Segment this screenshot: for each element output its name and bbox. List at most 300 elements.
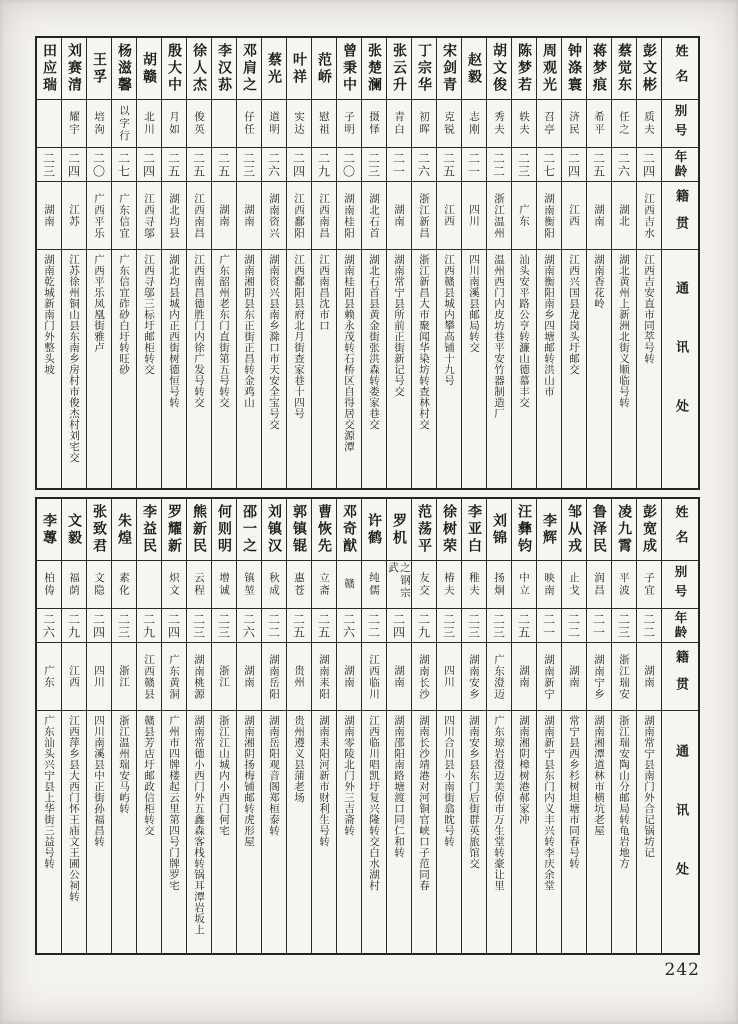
entry-age: 二一 <box>587 609 611 643</box>
entry-address: 湖南衡阳南乡四塘邮转洪山市 <box>543 254 555 397</box>
entry-alias: 济民 <box>562 100 586 148</box>
entry-alias: 文隐 <box>87 561 111 609</box>
entry-native-place: 广西平乐 <box>87 182 111 250</box>
entry-age: 二六 <box>412 148 436 182</box>
entry-alias: 映南 <box>537 561 561 609</box>
entry-column <box>636 499 661 953</box>
entry-alias: 福荫 <box>62 561 86 609</box>
entry-alias: 任之 <box>612 100 636 148</box>
entry-column <box>186 499 211 953</box>
entry-name: 张楚澜 <box>362 38 386 100</box>
header-address: 通讯处 <box>673 280 688 458</box>
entry-age: 二四 <box>637 148 661 182</box>
entry-name: 刘镇汉 <box>262 499 286 561</box>
entry-alias <box>37 100 61 148</box>
entry-name: 赵毅 <box>462 38 486 100</box>
entry-address: 湖南邵阳南路塘渡口同仁和转 <box>393 715 405 858</box>
entry-age: 二三 <box>212 609 236 643</box>
header-address: 通讯处 <box>673 743 688 921</box>
entry-age: 二六 <box>237 609 261 643</box>
entry-column <box>336 499 361 953</box>
entry-column <box>236 499 261 953</box>
entry-age: 二〇 <box>337 148 361 182</box>
entry-name: 鲁泽民 <box>587 499 611 561</box>
entry-native-place: 湖南岳阳 <box>262 643 286 711</box>
entry-age: 二九 <box>137 609 161 643</box>
entry-column <box>86 499 111 953</box>
entry-column <box>361 38 386 488</box>
entry-alias: 培洵 <box>87 100 111 148</box>
entry-address: 江西兴国县龙岗头圩邮交 <box>568 254 580 375</box>
entry-age: 二六 <box>262 148 286 182</box>
entry-native-place: 贵州 <box>287 643 311 711</box>
entry-name: 胡赣 <box>137 38 161 100</box>
entry-alias: 克锐 <box>437 100 461 148</box>
entry-name: 王孚 <box>87 38 111 100</box>
entry-alias <box>212 100 236 148</box>
entry-alias: 质夫 <box>637 100 661 148</box>
header-name: 姓名 <box>662 38 698 100</box>
entry-native-place: 江西南昌 <box>312 182 336 250</box>
entry-native-place: 江西临川 <box>362 643 386 711</box>
entry-native-place: 湖南 <box>237 182 261 250</box>
entry-address: 广西平乐凤凰街雅卢 <box>93 254 105 353</box>
entry-age: 二六 <box>37 609 61 643</box>
entry-column <box>536 499 561 953</box>
entry-native-place: 四川 <box>437 643 461 711</box>
entry-alias: 稚夫 <box>462 561 486 609</box>
entry-alias: 惠苍 <box>287 561 311 609</box>
entry-alias: 扬炯 <box>487 561 511 609</box>
entry-age: 二三 <box>487 609 511 643</box>
entry-age: 二四 <box>562 148 586 182</box>
entry-name: 邵一之 <box>237 499 261 561</box>
entry-address: 四川南溪县中正街孙福昌转 <box>93 715 105 847</box>
entry-column <box>37 38 61 488</box>
entry-column <box>311 499 336 953</box>
entry-native-place: 江西 <box>562 182 586 250</box>
entry-address: 常宁县西乡杉树坦塘市同春号转 <box>568 715 580 869</box>
entry-age: 二三 <box>512 148 536 182</box>
entry-alias: 润昌 <box>587 561 611 609</box>
entry-address: 湖南香花岭 <box>593 254 605 309</box>
entry-address: 四川合川县小南街翕眈号转 <box>443 715 455 847</box>
entry-native-place: 广东澄迈 <box>487 643 511 711</box>
entry-native-place: 浙江 <box>212 643 236 711</box>
entry-native-place: 湖南 <box>562 643 586 711</box>
entry-native-place: 江苏 <box>62 182 86 250</box>
header-alias: 别号 <box>662 100 698 148</box>
entry-name: 曾秉中 <box>337 38 361 100</box>
entry-column <box>611 499 636 953</box>
entry-column <box>336 38 361 488</box>
entry-name: 刘赛清 <box>62 38 86 100</box>
directory-table-top <box>35 36 700 490</box>
entry-alias: 北川 <box>137 100 161 148</box>
entry-column <box>111 38 136 488</box>
entry-alias: 志刚 <box>462 100 486 148</box>
entry-name: 范荡平 <box>412 499 436 561</box>
entry-age: 二四 <box>387 609 411 643</box>
entry-age: 二三 <box>362 148 386 182</box>
entry-column <box>611 38 636 488</box>
entry-age: 二一 <box>387 148 411 182</box>
entry-native-place: 江西南昌 <box>187 182 211 250</box>
entry-address: 贵州遵义县蒲老场 <box>293 715 305 803</box>
entry-age: 二四 <box>162 609 186 643</box>
entry-column <box>61 499 86 953</box>
entry-address: 湖北石首县黄金街张洪森转娄家巷交 <box>368 254 380 430</box>
header-age: 年龄 <box>662 148 698 182</box>
entry-column <box>161 499 186 953</box>
entry-native-place: 湖北石首 <box>362 182 386 250</box>
entry-age: 二三 <box>187 609 211 643</box>
entry-address: 湖南岳阳观音阁郑桓泰转 <box>268 715 280 836</box>
entry-column <box>361 499 386 953</box>
entry-native-place: 湖南桂阳 <box>337 182 361 250</box>
entry-address: 四川南溪县邮局转交 <box>468 254 480 353</box>
entry-alias: 秋成 <box>262 561 286 609</box>
entry-name: 邓奇猷 <box>337 499 361 561</box>
page-number: 242 <box>664 960 700 980</box>
entry-age: 二四 <box>62 148 86 182</box>
entry-column <box>386 499 411 953</box>
entry-address: 湖南常德小西门外五鑫森客栈转锅耳潭岩坂上 <box>193 715 205 935</box>
entry-name: 殷大中 <box>162 38 186 100</box>
entry-column <box>486 38 511 488</box>
entry-alias: 止戈 <box>562 561 586 609</box>
entry-age: 二五 <box>587 148 611 182</box>
entry-age: 二五 <box>162 148 186 182</box>
entry-native-place: 湖南耒阳 <box>312 643 336 711</box>
entry-native-place: 湖南新宁 <box>537 643 561 711</box>
entry-name: 邹从戎 <box>562 499 586 561</box>
entry-native-place: 浙江 <box>112 643 136 711</box>
entry-name: 宋剑青 <box>437 38 461 100</box>
entry-age: 二三 <box>237 148 261 182</box>
entry-native-place: 湖南 <box>212 182 236 250</box>
entry-name: 朱煌 <box>112 499 136 561</box>
entry-address: 湖南湘潭道林市横坑老屋 <box>593 715 605 836</box>
entry-age: 二〇 <box>87 148 111 182</box>
entry-age: 二四 <box>87 609 111 643</box>
entry-alias: 增诚 <box>212 561 236 609</box>
entry-age: 二九 <box>62 609 86 643</box>
entry-alias: 俊英 <box>187 100 211 148</box>
entry-name: 彭文彬 <box>637 38 661 100</box>
entry-column <box>211 499 236 953</box>
entry-column <box>386 38 411 488</box>
entry-address: 江西吉安直市同萃号转 <box>643 254 655 364</box>
entry-age: 二二 <box>562 609 586 643</box>
entry-column <box>286 499 311 953</box>
entry-alias: 希平 <box>587 100 611 148</box>
entry-address: 江西南昌沈市口 <box>318 254 330 331</box>
entry-column <box>411 499 436 953</box>
entry-address: 江西赣县城内攀高铺十九号 <box>443 254 455 386</box>
entry-name: 蒋梦痕 <box>587 38 611 100</box>
entry-address: 温州西门内皮坊巷平安竹器制造厂 <box>493 254 505 419</box>
entry-age: 二一 <box>537 609 561 643</box>
entry-name: 陈梦若 <box>512 38 536 100</box>
entry-native-place: 湖南桃源 <box>187 643 211 711</box>
entry-alias: 摄怿 <box>362 100 386 148</box>
entry-name: 李蓴 <box>37 499 61 561</box>
entry-column <box>436 38 461 488</box>
entry-name: 刘锦 <box>487 499 511 561</box>
entry-address: 湖北均县城内正西街树德恒号转 <box>168 254 180 408</box>
entry-column <box>311 38 336 488</box>
entry-address: 湖南零陵北门外三吉斋转 <box>343 715 355 836</box>
entry-address: 江西南昌德胜门内徐广发号转交 <box>193 254 205 408</box>
entry-name: 蔡觉东 <box>612 38 636 100</box>
entry-native-place: 广东黄洞 <box>162 643 186 711</box>
entry-name: 田应瑞 <box>37 38 61 100</box>
entry-native-place: 广东 <box>512 182 536 250</box>
entry-name: 郭镇锟 <box>287 499 311 561</box>
entry-age: 二二 <box>487 148 511 182</box>
header-alias: 别号 <box>662 561 698 609</box>
entry-name: 汪彝钧 <box>512 499 536 561</box>
entry-alias: 之钢宗武 <box>387 561 411 609</box>
entry-age: 二五 <box>437 148 461 182</box>
entry-alias: 秀夫 <box>487 100 511 148</box>
entry-age: 二四 <box>287 148 311 182</box>
entry-address: 浙江瑞安陶山分邮局转龟岩地方 <box>618 715 630 869</box>
entry-name: 李亚白 <box>462 499 486 561</box>
table-header-column <box>661 499 698 953</box>
entry-native-place: 湖南 <box>387 182 411 250</box>
entry-native-place: 浙江瑞安 <box>612 643 636 711</box>
entry-address: 江西寻邬三标圩邮柜转交 <box>143 254 155 375</box>
entry-address: 湖南湘阴扬梅铺邮转虎形屋 <box>243 715 255 847</box>
entry-address: 浙江温州瑞安马屿转 <box>118 715 130 814</box>
entry-alias: 立斋 <box>312 561 336 609</box>
entry-address: 浙江新昌大市聚闻华染坊转查林村交 <box>418 254 430 430</box>
entry-alias: 耀宇 <box>62 100 86 148</box>
entry-alias: 云程 <box>187 561 211 609</box>
entry-native-place: 浙江新昌 <box>412 182 436 250</box>
entry-name: 何则明 <box>212 499 236 561</box>
entry-native-place: 湖南衡阳 <box>537 182 561 250</box>
entry-column <box>486 499 511 953</box>
entry-column <box>261 499 286 953</box>
entry-column <box>561 499 586 953</box>
entry-native-place: 江西赣县 <box>137 643 161 711</box>
entry-column <box>136 38 161 488</box>
entry-native-place: 江西吉水 <box>637 182 661 250</box>
entry-name: 熊新民 <box>187 499 211 561</box>
entry-column <box>561 38 586 488</box>
entry-address: 湖南新宁县东门内义丰兴转李庆余堂 <box>543 715 555 891</box>
entry-address: 湖南湘阴县东正街正昌转金鸡山 <box>243 254 255 408</box>
entry-age: 二四 <box>137 148 161 182</box>
entry-address: 湖南资兴县南乡滁口市天安全宝号交 <box>268 254 280 430</box>
entry-alias: 友交 <box>412 561 436 609</box>
entry-address: 湖南长沙靖港对河铜官峡口子范同春 <box>418 715 430 891</box>
entry-column <box>636 38 661 488</box>
header-native-place: 籍贯 <box>662 643 698 711</box>
entry-name: 杨滋馨 <box>112 38 136 100</box>
entry-age: 二二 <box>637 609 661 643</box>
entry-age: 二九 <box>412 609 436 643</box>
entry-native-place: 广东 <box>37 643 61 711</box>
entry-age: 二五 <box>187 148 211 182</box>
entry-address: 广东韶州老东门直街第五号转交 <box>218 254 230 408</box>
entry-column <box>186 38 211 488</box>
entry-native-place: 湖南安乡 <box>462 643 486 711</box>
entry-age: 二七 <box>112 148 136 182</box>
entry-alias: 镇堃 <box>237 561 261 609</box>
entry-native-place: 四川 <box>87 643 111 711</box>
entry-native-place: 江西 <box>62 643 86 711</box>
entry-age: 二三 <box>612 609 636 643</box>
entry-native-place: 四川 <box>462 182 486 250</box>
entry-name: 邓肩之 <box>237 38 261 100</box>
entry-alias: 柏俦 <box>37 561 61 609</box>
header-native-place: 籍贯 <box>662 182 698 250</box>
entry-alias: 赣 <box>337 561 361 609</box>
entry-address: 汕头安平路公亨转濂山德慕丰交 <box>518 254 530 408</box>
entry-column <box>511 499 536 953</box>
entry-address: 湖南常宁县南门外合记锅坊记 <box>643 715 655 858</box>
entry-native-place: 江西寻邬 <box>137 182 161 250</box>
entry-alias: 以字行 <box>112 100 136 148</box>
entry-age: 二六 <box>337 609 361 643</box>
entry-name: 范峤 <box>312 38 336 100</box>
entry-age: 二五 <box>212 148 236 182</box>
entry-age: 二五 <box>287 609 311 643</box>
header-name: 姓名 <box>662 499 698 561</box>
entry-address: 江苏徐州铜山县东南乡房村市俊杰村刘宅交 <box>68 254 80 463</box>
entry-address: 湖南乾城新南门外整头坡 <box>43 254 55 375</box>
entry-age: 二三 <box>437 609 461 643</box>
entry-name: 钟涤寰 <box>562 38 586 100</box>
entry-alias: 实达 <box>287 100 311 148</box>
entry-alias: 子明 <box>337 100 361 148</box>
entry-native-place: 湖南 <box>512 643 536 711</box>
entry-native-place: 江西鄱阳 <box>287 182 311 250</box>
entry-column <box>411 38 436 488</box>
entry-address: 湖南耒阳河新市财利生号转 <box>318 715 330 847</box>
entry-age: 二二 <box>262 609 286 643</box>
entry-name: 张致君 <box>87 499 111 561</box>
entry-column <box>161 38 186 488</box>
entry-age: 二五 <box>512 609 536 643</box>
entry-age: 二六 <box>612 148 636 182</box>
entry-name: 凌九霄 <box>612 499 636 561</box>
entry-alias: 平波 <box>612 561 636 609</box>
entry-alias: 纯儒 <box>362 561 386 609</box>
entry-native-place: 湖南 <box>387 643 411 711</box>
entry-column <box>236 38 261 488</box>
entry-native-place: 湖南 <box>637 643 661 711</box>
entry-column <box>61 38 86 488</box>
entry-alias: 初晖 <box>412 100 436 148</box>
entry-age: 二三 <box>462 609 486 643</box>
entry-name: 叶祥 <box>287 38 311 100</box>
directory-table-bottom <box>35 497 700 955</box>
entry-address: 湖北黄州上新洲北街义顺临号转 <box>618 254 630 408</box>
entry-age: 二二 <box>362 609 386 643</box>
entry-address: 广东琼岩澄迈美倬市万生堂转豪让里 <box>493 715 505 891</box>
entry-column <box>461 499 486 953</box>
entry-native-place: 湖南宁乡 <box>587 643 611 711</box>
entry-native-place: 湖北 <box>612 182 636 250</box>
entry-name: 胡文俊 <box>487 38 511 100</box>
entry-alias: 月如 <box>162 100 186 148</box>
entry-alias: 炽文 <box>162 561 186 609</box>
entry-age: 二三 <box>112 609 136 643</box>
entry-name: 李益民 <box>137 499 161 561</box>
entry-name: 徐树荣 <box>437 499 461 561</box>
entry-age: 二九 <box>312 148 336 182</box>
entry-name: 张云升 <box>387 38 411 100</box>
entry-column <box>286 38 311 488</box>
entry-address: 江西萍乡县大西门怀王庙文王圃公祠转 <box>68 715 80 902</box>
entry-column <box>211 38 236 488</box>
entry-address: 浙江江山城内小西门何宅 <box>218 715 230 836</box>
entry-name: 罗机 <box>387 499 411 561</box>
entry-address: 广东汕头兴宁县上华街三益号转 <box>43 715 55 869</box>
entry-name: 蔡光 <box>262 38 286 100</box>
entry-name: 文毅 <box>62 499 86 561</box>
entry-alias: 轶夫 <box>512 100 536 148</box>
entry-column <box>136 499 161 953</box>
entry-native-place: 湖北均县 <box>162 182 186 250</box>
entry-name: 徐人杰 <box>187 38 211 100</box>
entry-column <box>436 499 461 953</box>
entry-name: 许鹤 <box>362 499 386 561</box>
entry-column <box>511 38 536 488</box>
entry-column <box>86 38 111 488</box>
entry-address: 湖南安乡县东门后街群英旅馆交 <box>468 715 480 869</box>
entry-address: 江西临川唱凯圩复兴隆转交白水湖村 <box>368 715 380 891</box>
entry-age: 二三 <box>37 148 61 182</box>
entry-alias: 召亭 <box>537 100 561 148</box>
entry-native-place: 江西 <box>437 182 461 250</box>
entry-age: 二五 <box>312 609 336 643</box>
entry-alias: 慰祖 <box>312 100 336 148</box>
entry-address: 赣县芳店圩邮政信柜转交 <box>143 715 155 836</box>
entry-native-place: 湖南 <box>587 182 611 250</box>
entry-alias: 椿夫 <box>437 561 461 609</box>
entry-name: 罗耀新 <box>162 499 186 561</box>
entry-address: 江西鄱阳县府北月街查家巷十四号 <box>293 254 305 419</box>
entry-column <box>586 499 611 953</box>
header-age: 年龄 <box>662 609 698 643</box>
entry-column <box>536 38 561 488</box>
entry-alias: 素化 <box>112 561 136 609</box>
entry-name: 彭宽成 <box>637 499 661 561</box>
entry-alias: 中立 <box>512 561 536 609</box>
table-header-column <box>661 38 698 488</box>
entry-address: 广州市四牌楼起云里第四号门牌罗宅 <box>168 715 180 891</box>
entry-native-place: 湖南 <box>237 643 261 711</box>
entry-alias: 道明 <box>262 100 286 148</box>
entry-address: 湖南湘阴樟树港郝家冲 <box>518 715 530 825</box>
entry-name: 丁宗华 <box>412 38 436 100</box>
entry-native-place: 湖南 <box>337 643 361 711</box>
entry-address: 湖南桂阳县赖永茂转石桥区自得居交源潭 <box>343 254 355 452</box>
entry-age: 二一 <box>462 148 486 182</box>
entry-native-place: 广东信宜 <box>112 182 136 250</box>
entry-native-place: 湖南长沙 <box>412 643 436 711</box>
entry-name: 周观光 <box>537 38 561 100</box>
entry-age: 二七 <box>537 148 561 182</box>
entry-alias: 仔任 <box>237 100 261 148</box>
entry-name: 李汉荪 <box>212 38 236 100</box>
